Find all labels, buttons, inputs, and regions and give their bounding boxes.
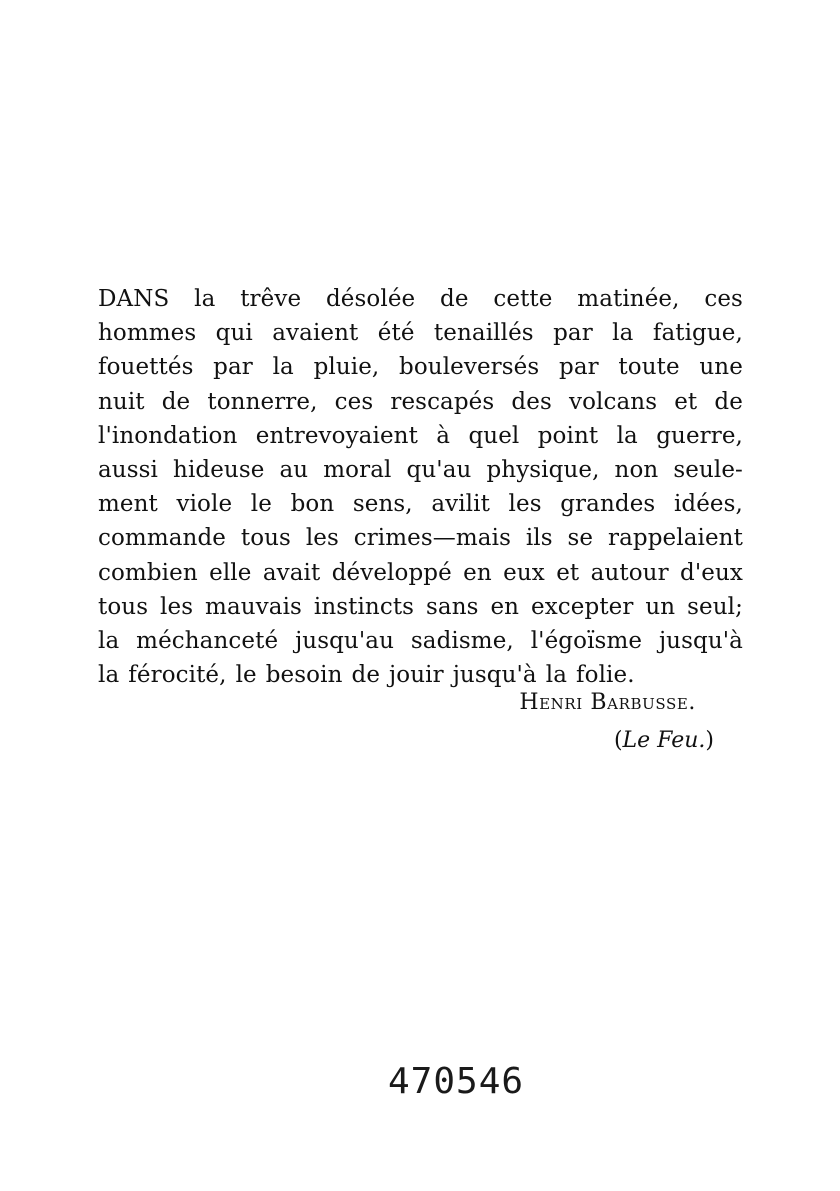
word: eux: [503, 559, 545, 586]
word: jusqu'à: [452, 662, 537, 689]
word: excepter: [531, 593, 634, 620]
text-line: [98, 385, 743, 419]
word: toute: [618, 354, 680, 381]
word: de: [714, 388, 743, 415]
word: tenaillés: [433, 320, 534, 347]
word: les: [305, 525, 339, 552]
word: folie.: [576, 662, 635, 689]
word: jusqu'au: [295, 627, 394, 654]
word: développé: [331, 559, 452, 586]
word: elle: [209, 559, 252, 586]
word: seule-: [673, 456, 743, 483]
text-line: [98, 453, 743, 487]
word: volcans: [568, 388, 658, 415]
word: avait: [262, 559, 321, 586]
word: instincts: [313, 593, 415, 620]
word: été: [377, 320, 415, 347]
word: la: [194, 286, 216, 312]
word: par: [559, 354, 599, 381]
word: ces: [334, 388, 374, 415]
word: la: [98, 662, 120, 689]
word: la: [272, 354, 294, 381]
word: grandes: [560, 491, 656, 518]
word: les: [508, 491, 542, 518]
word: le: [250, 491, 272, 518]
text-line: [98, 556, 743, 590]
source-open-paren: (: [613, 728, 623, 753]
word: des: [511, 388, 552, 415]
word: fatigue,: [652, 320, 743, 347]
word: en: [463, 559, 492, 586]
word: l'inondation: [98, 422, 238, 449]
word: la: [616, 422, 638, 449]
word: à: [436, 422, 451, 449]
word: non: [614, 456, 659, 483]
word: DANS: [98, 286, 170, 312]
word: rescapés: [390, 388, 495, 415]
word: combien: [98, 559, 198, 586]
word: bon: [290, 491, 335, 518]
word: entrevoyaient: [255, 422, 418, 449]
word: de: [161, 388, 191, 415]
source-title: Le Feu.: [622, 728, 706, 753]
word: seul;: [687, 593, 743, 620]
word: cette: [493, 286, 553, 312]
word: l'égoïsme: [530, 627, 643, 654]
word: jouir: [389, 662, 444, 689]
word: pluie,: [313, 354, 380, 381]
word: se: [567, 525, 594, 552]
word: tous: [240, 525, 291, 552]
word: quel: [468, 422, 520, 449]
text-line: [98, 521, 743, 555]
word: désolée: [325, 286, 416, 312]
word: les: [160, 593, 194, 620]
word: en: [490, 593, 520, 620]
word: hideuse: [173, 456, 265, 483]
text-line: [98, 350, 743, 384]
author-name: Henri Barbusse.: [519, 690, 696, 715]
word: ces: [704, 286, 743, 312]
word: avilit: [431, 491, 490, 518]
word: nuit: [98, 388, 145, 415]
text-line: [98, 658, 743, 692]
text-line: [98, 282, 743, 316]
text-line: [98, 590, 743, 624]
word: qu'au: [406, 456, 472, 483]
word: la: [98, 627, 120, 654]
word: tonnerre,: [207, 388, 318, 415]
stamp-number: 470546: [388, 1061, 525, 1102]
word: bouleversés: [399, 354, 540, 381]
word: de: [440, 286, 469, 312]
word: par: [553, 320, 593, 347]
word: avaient: [272, 320, 359, 347]
word: physique,: [486, 456, 600, 483]
word: besoin: [265, 662, 343, 689]
word: fouettés: [98, 354, 194, 381]
word: la: [545, 662, 568, 689]
word: de: [351, 662, 381, 689]
word: matinée,: [577, 286, 680, 312]
word: la: [612, 320, 634, 347]
word: moral: [323, 456, 392, 483]
word: ils: [525, 525, 553, 552]
text-line: [98, 316, 743, 350]
word: et: [556, 559, 580, 586]
word: sans: [426, 593, 479, 620]
epigraph-paragraph: [98, 282, 743, 692]
word: hommes: [98, 320, 197, 347]
word: aussi: [98, 456, 158, 483]
word: par: [213, 354, 253, 381]
word: crimes—mais: [353, 525, 511, 552]
text-line: [98, 624, 743, 658]
word: férocité,: [128, 662, 227, 689]
source-close-paren: ): [705, 728, 714, 753]
word: au: [279, 456, 309, 483]
word: sadisme,: [410, 627, 514, 654]
word: point: [537, 422, 599, 449]
word: idées,: [673, 491, 743, 518]
word: viole: [176, 491, 233, 518]
word: d'eux: [680, 559, 743, 586]
word: jusqu'à: [658, 627, 743, 654]
word: qui: [215, 320, 253, 347]
text-line: [98, 419, 743, 453]
word: sens,: [352, 491, 413, 518]
word: le: [235, 662, 257, 689]
word: guerre,: [656, 422, 743, 449]
word: une: [699, 354, 743, 381]
word: trêve: [240, 286, 302, 312]
word: commande: [98, 525, 227, 552]
word: autour: [590, 559, 669, 586]
word: tous: [98, 593, 149, 620]
word: un: [645, 593, 676, 620]
word: méchanceté: [136, 627, 279, 654]
word: ment: [98, 491, 158, 518]
word: rappelaient: [607, 525, 743, 552]
source-citation: [614, 728, 714, 753]
word: mauvais: [205, 593, 302, 620]
word: et: [674, 388, 698, 415]
text-line: [98, 487, 743, 521]
